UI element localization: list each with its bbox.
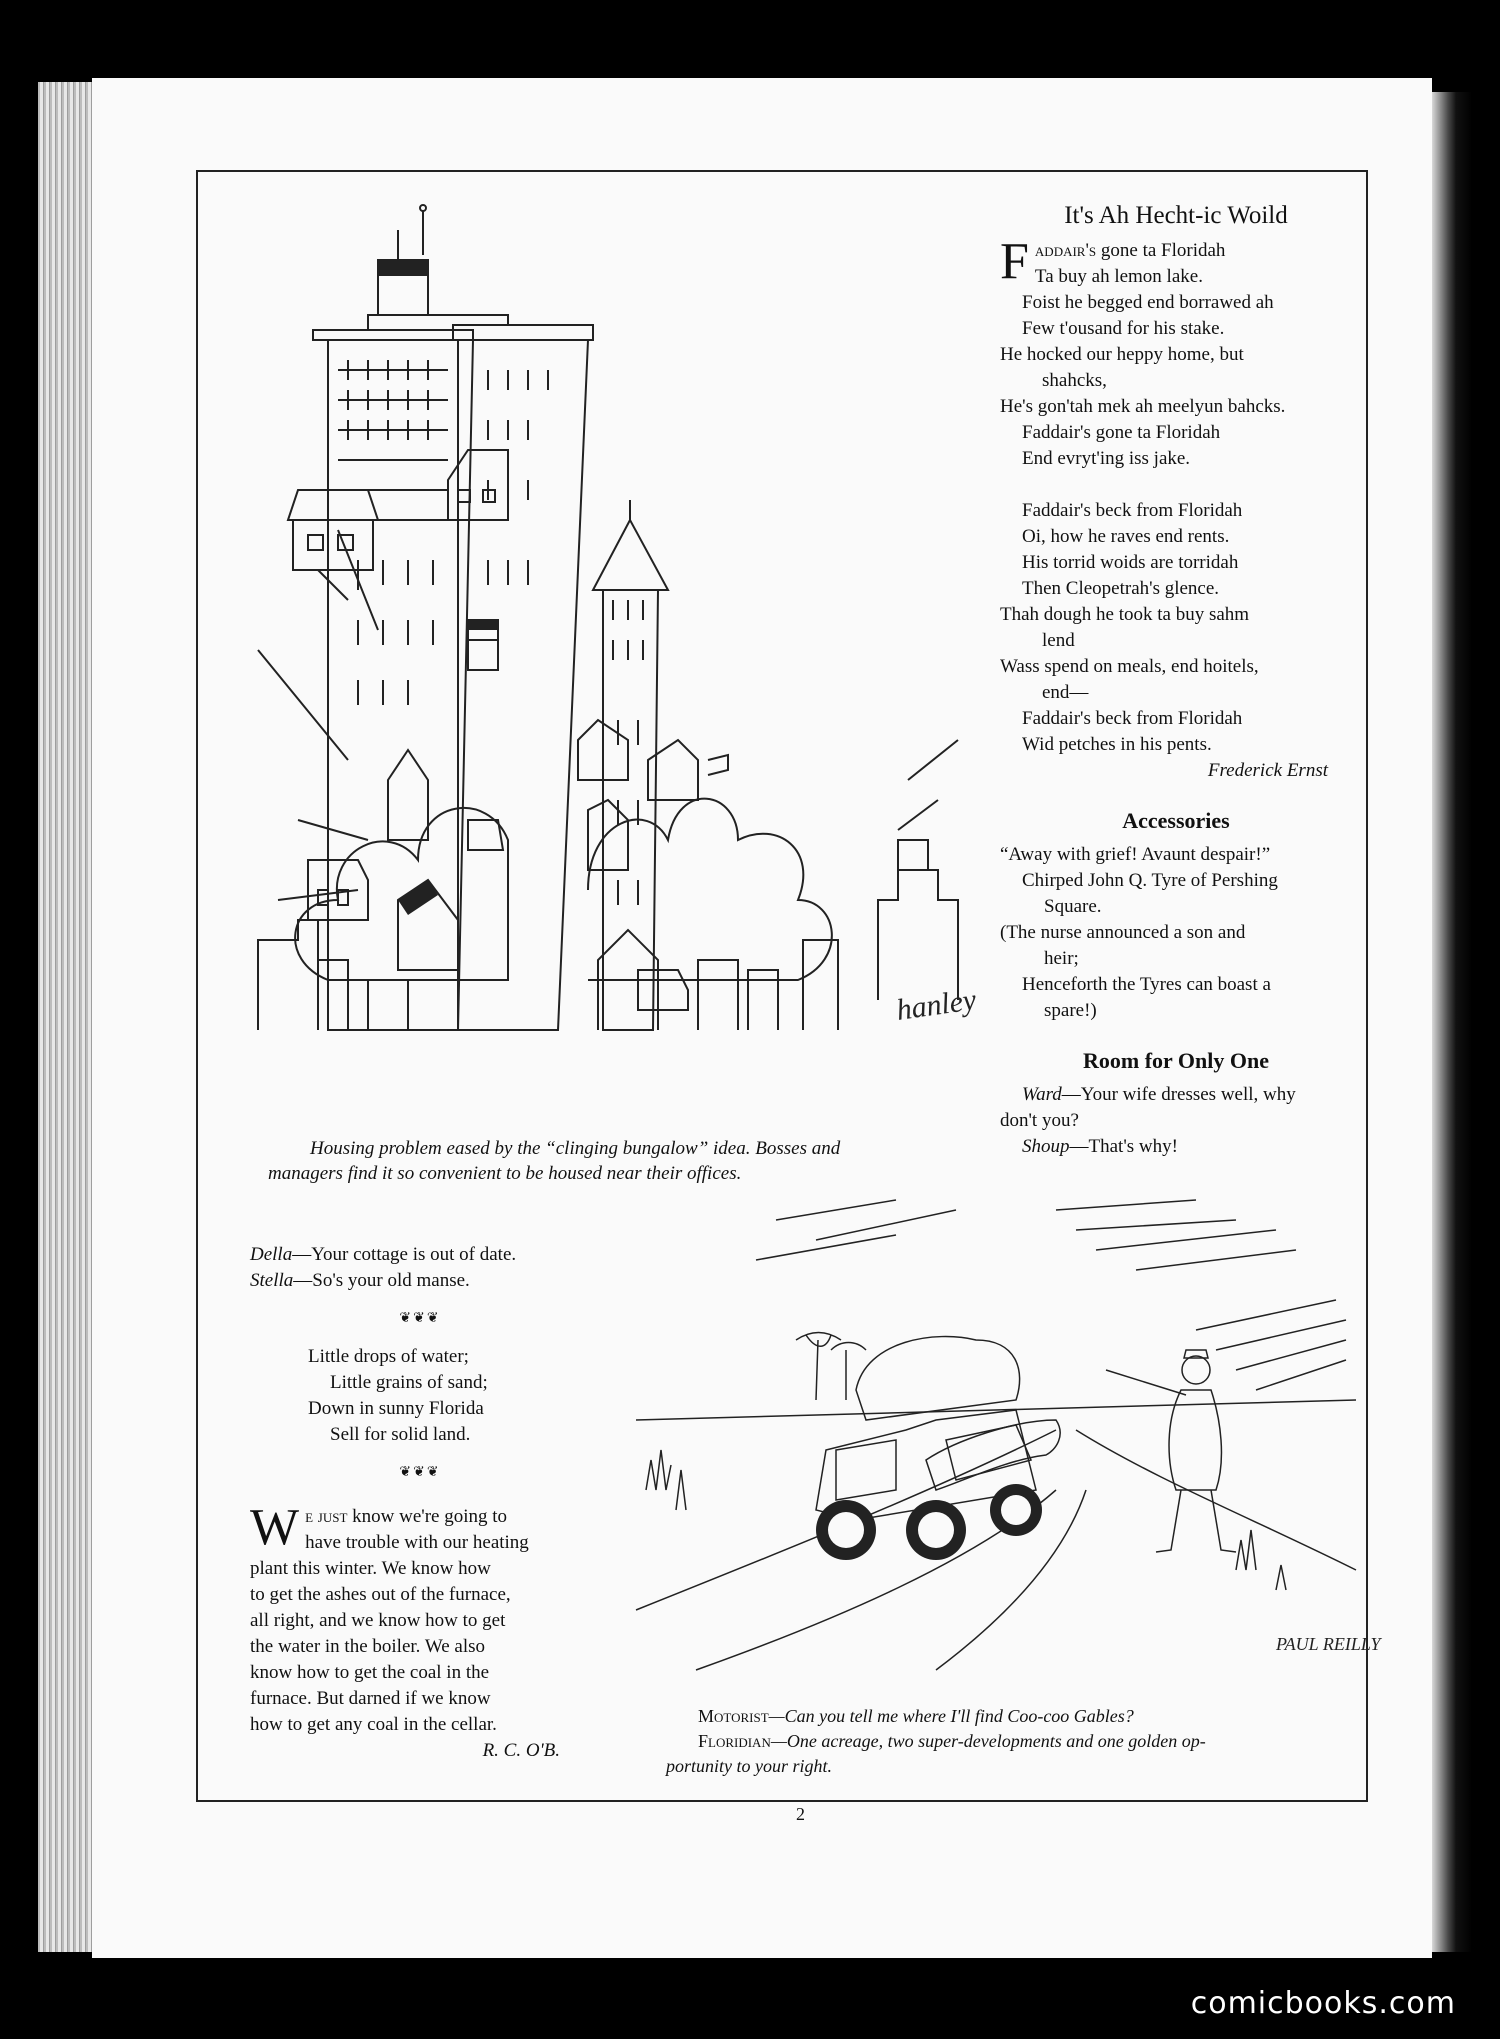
book-page-edges bbox=[38, 82, 100, 1952]
ornament-divider: ❦❦❦ bbox=[399, 1311, 441, 1326]
room-line2: —That's why! bbox=[1069, 1136, 1178, 1157]
poem1-dropcap: F bbox=[1000, 233, 1029, 290]
accessories-line: Chirped John Q. Tyre of Pershing bbox=[1022, 870, 1278, 891]
heating-author: R. C. O'B. bbox=[482, 1740, 560, 1761]
accessories-line: spare!) bbox=[1044, 1000, 1097, 1021]
accessories-line: (The nurse announced a son and bbox=[1000, 922, 1246, 943]
room-title: Room for Only One bbox=[1083, 1048, 1269, 1073]
poem1-line: Ta buy ah lemon lake. bbox=[1034, 266, 1203, 287]
poem1-line: Faddair's beck from Floridah bbox=[1022, 500, 1243, 521]
heating-line: the water in the boiler. We also bbox=[250, 1636, 486, 1657]
book-gutter bbox=[1432, 92, 1472, 1952]
poem1-line: Faddair's gone ta Floridah bbox=[1022, 422, 1221, 443]
cartoon2-speaker-floridian: Floridian bbox=[698, 1731, 771, 1751]
accessories-line: “Away with grief! Avaunt despair!” bbox=[1000, 844, 1271, 865]
room-line1: —Your wife dresses well, why bbox=[1061, 1084, 1296, 1105]
verse-line: Sell for solid land. bbox=[330, 1424, 471, 1445]
cartoon1-caption-line2: managers find it so convenient to be housed near their offices. bbox=[268, 1163, 742, 1184]
poem1-line: Foist he begged end borrawed ah bbox=[1022, 292, 1274, 313]
stella-speaker: Stella bbox=[250, 1270, 294, 1291]
della-speaker: Della bbox=[250, 1244, 293, 1265]
poem1-line: End evryt'ing iss jake. bbox=[1022, 448, 1191, 469]
della-line: —Your cottage is out of date. bbox=[292, 1244, 517, 1265]
cartoon2-line2: —One acreage, two super-developments and one golden op- bbox=[770, 1731, 1206, 1751]
left-lower-column bbox=[250, 1242, 590, 1764]
cartoon2-line3: portunity to your right. bbox=[666, 1756, 832, 1776]
cartoon1-caption bbox=[268, 1136, 948, 1186]
heating-line: all right, and we know how to get bbox=[250, 1610, 506, 1631]
poem1-line: He hocked our heppy home, but bbox=[1000, 344, 1244, 365]
heating-line: furnace. But darned if we know bbox=[250, 1688, 491, 1709]
cartoon1-signature: hanley bbox=[894, 983, 979, 1027]
cartoon2-caption bbox=[666, 1704, 1356, 1779]
accessories-title: Accessories bbox=[1122, 808, 1230, 833]
poem1-line: Faddair's beck from Floridah bbox=[1022, 708, 1243, 729]
room-speaker-shoup: Shoup bbox=[1022, 1136, 1070, 1157]
poem1-title: It's Ah Hecht-ic Woild bbox=[1064, 202, 1288, 229]
verse-line: Down in sunny Florida bbox=[308, 1398, 484, 1419]
poem1-first-line: gone ta Floridah bbox=[1096, 240, 1226, 261]
heating-line: know how to get the coal in the bbox=[250, 1662, 490, 1683]
verse-line: Little grains of sand; bbox=[330, 1372, 488, 1393]
poem1-line: Then Cleopetrah's glence. bbox=[1022, 578, 1220, 599]
heating-first-words: e just bbox=[305, 1506, 348, 1527]
poem1-line: His torrid woids are torridah bbox=[1022, 552, 1239, 573]
accessories-line: heir; bbox=[1044, 948, 1079, 969]
heating-paragraph bbox=[250, 1499, 590, 1764]
heating-line: plant this winter. We know how bbox=[250, 1558, 491, 1579]
poem-hecht-ic-woild bbox=[1000, 200, 1352, 1160]
heating-dropcap: W bbox=[250, 1499, 300, 1556]
poem1-first-word: addair's bbox=[1034, 240, 1097, 261]
poem1-line: shahcks, bbox=[1042, 370, 1107, 391]
heating-line: have trouble with our heating bbox=[305, 1532, 529, 1553]
poem1-line: end— bbox=[1042, 682, 1089, 703]
heating-line: how to get any coal in the cellar. bbox=[250, 1714, 497, 1735]
poem1-line: Few t'ousand for his stake. bbox=[1022, 318, 1225, 339]
room-speaker-ward: Ward bbox=[1022, 1084, 1062, 1105]
poem1-line: He's gon'tah mek ah meelyun bahcks. bbox=[1000, 396, 1286, 417]
cartoon-clinging-bungalow bbox=[258, 200, 998, 1090]
page-number: 2 bbox=[796, 1804, 805, 1824]
cartoon2-speaker-motorist: Motorist bbox=[698, 1706, 769, 1726]
accessories-line: Henceforth the Tyres can boast a bbox=[1022, 974, 1271, 995]
room-line1b: don't you? bbox=[1000, 1110, 1079, 1131]
stella-line: —So's your old manse. bbox=[293, 1270, 470, 1291]
cartoon1-caption-line1: Housing problem eased by the “clinging bungalow” idea. Bosses and bbox=[310, 1138, 841, 1159]
poem1-line: lend bbox=[1042, 630, 1075, 651]
poem1-line: Wid petches in his pents. bbox=[1022, 734, 1212, 755]
verse-line: Little drops of water; bbox=[308, 1346, 469, 1367]
heating-line: to get the ashes out of the furnace, bbox=[250, 1584, 511, 1605]
poem1-author: Frederick Ernst bbox=[1207, 760, 1328, 781]
accessories-line: Square. bbox=[1044, 896, 1102, 917]
poem1-line: Thah dough he took ta buy sahm bbox=[1000, 604, 1250, 625]
poem1-line: Oi, how he raves end rents. bbox=[1022, 526, 1230, 547]
poem1-line: Wass spend on meals, end hoitels, bbox=[1000, 656, 1259, 677]
heating-line: know we're going to bbox=[347, 1506, 508, 1527]
cartoon-motorist bbox=[636, 1190, 1381, 1690]
watermark: comicbooks.com bbox=[1190, 1986, 1456, 2021]
cartoon2-line1: —Can you tell me where I'll find Coo-coo Gables? bbox=[768, 1706, 1134, 1726]
ornament-divider: ❦❦❦ bbox=[399, 1465, 441, 1480]
cartoon2-signature: PAUL REILLY bbox=[1276, 1634, 1381, 1654]
